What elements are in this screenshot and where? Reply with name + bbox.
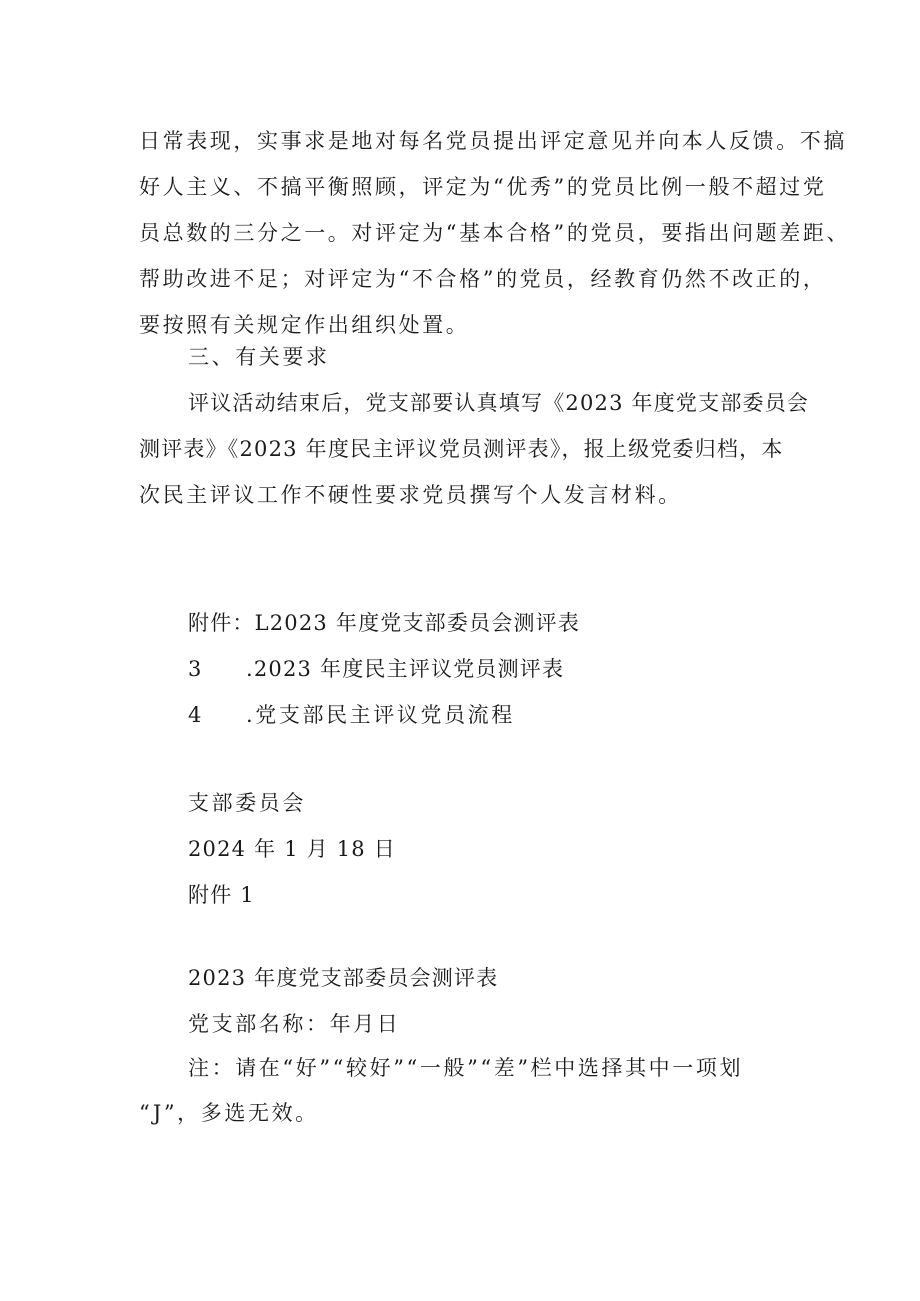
signature-date: 2024 年 1 月 18 日 xyxy=(188,837,396,861)
section-heading: 三、有关要求 xyxy=(188,345,330,369)
attachment-item: 附件：L2023 年度党支部委员会测评表 xyxy=(188,611,581,635)
paragraph-line: 次民主评议工作不硬性要求党员撰写个人发言材料。 xyxy=(139,483,682,507)
attachment-number: 3 xyxy=(188,657,202,681)
paragraph-line: 帮助改进不足；对评定为“不合格”的党员，经教育仍然不改正的， xyxy=(139,267,827,291)
paragraph-line: 要按照有关规定作出组织处置。 xyxy=(139,313,470,337)
attachment-number: 4 xyxy=(188,703,202,727)
paragraph-line: 员总数的三分之一。对评定为“基本合格”的党员，要指出问题差距、 xyxy=(139,221,851,245)
attachment-item: .2023 年度民主评议党员测评表 xyxy=(246,657,565,681)
branch-name-line: 党支部名称：年月日 xyxy=(188,1012,401,1036)
appendix-label: 附件 1 xyxy=(188,883,255,907)
paragraph-line: 评议活动结束后，党支部要认真填写《2023 年度党支部委员会 xyxy=(188,391,810,415)
paragraph-line: 测评表》《2023 年度民主评议党员测评表》，报上级党委归档，本 xyxy=(139,437,784,461)
note-line: “J”，多选无效。 xyxy=(139,1101,319,1125)
appendix-title: 2023 年度党支部委员会测评表 xyxy=(188,966,499,990)
paragraph-line: 日常表现，实事求是地对每名党员提出评定意见并向本人反馈。不搞 xyxy=(139,129,847,153)
signature-org: 支部委员会 xyxy=(188,791,306,815)
paragraph-line: 好人主义、不搞平衡照顾，评定为“优秀”的党员比例一般不超过党 xyxy=(139,175,827,199)
attachment-item: .党支部民主评议党员流程 xyxy=(246,703,515,727)
note-line: 注：请在“好”“较好”“一般”“差”栏中选择其中一项划 xyxy=(188,1056,744,1080)
